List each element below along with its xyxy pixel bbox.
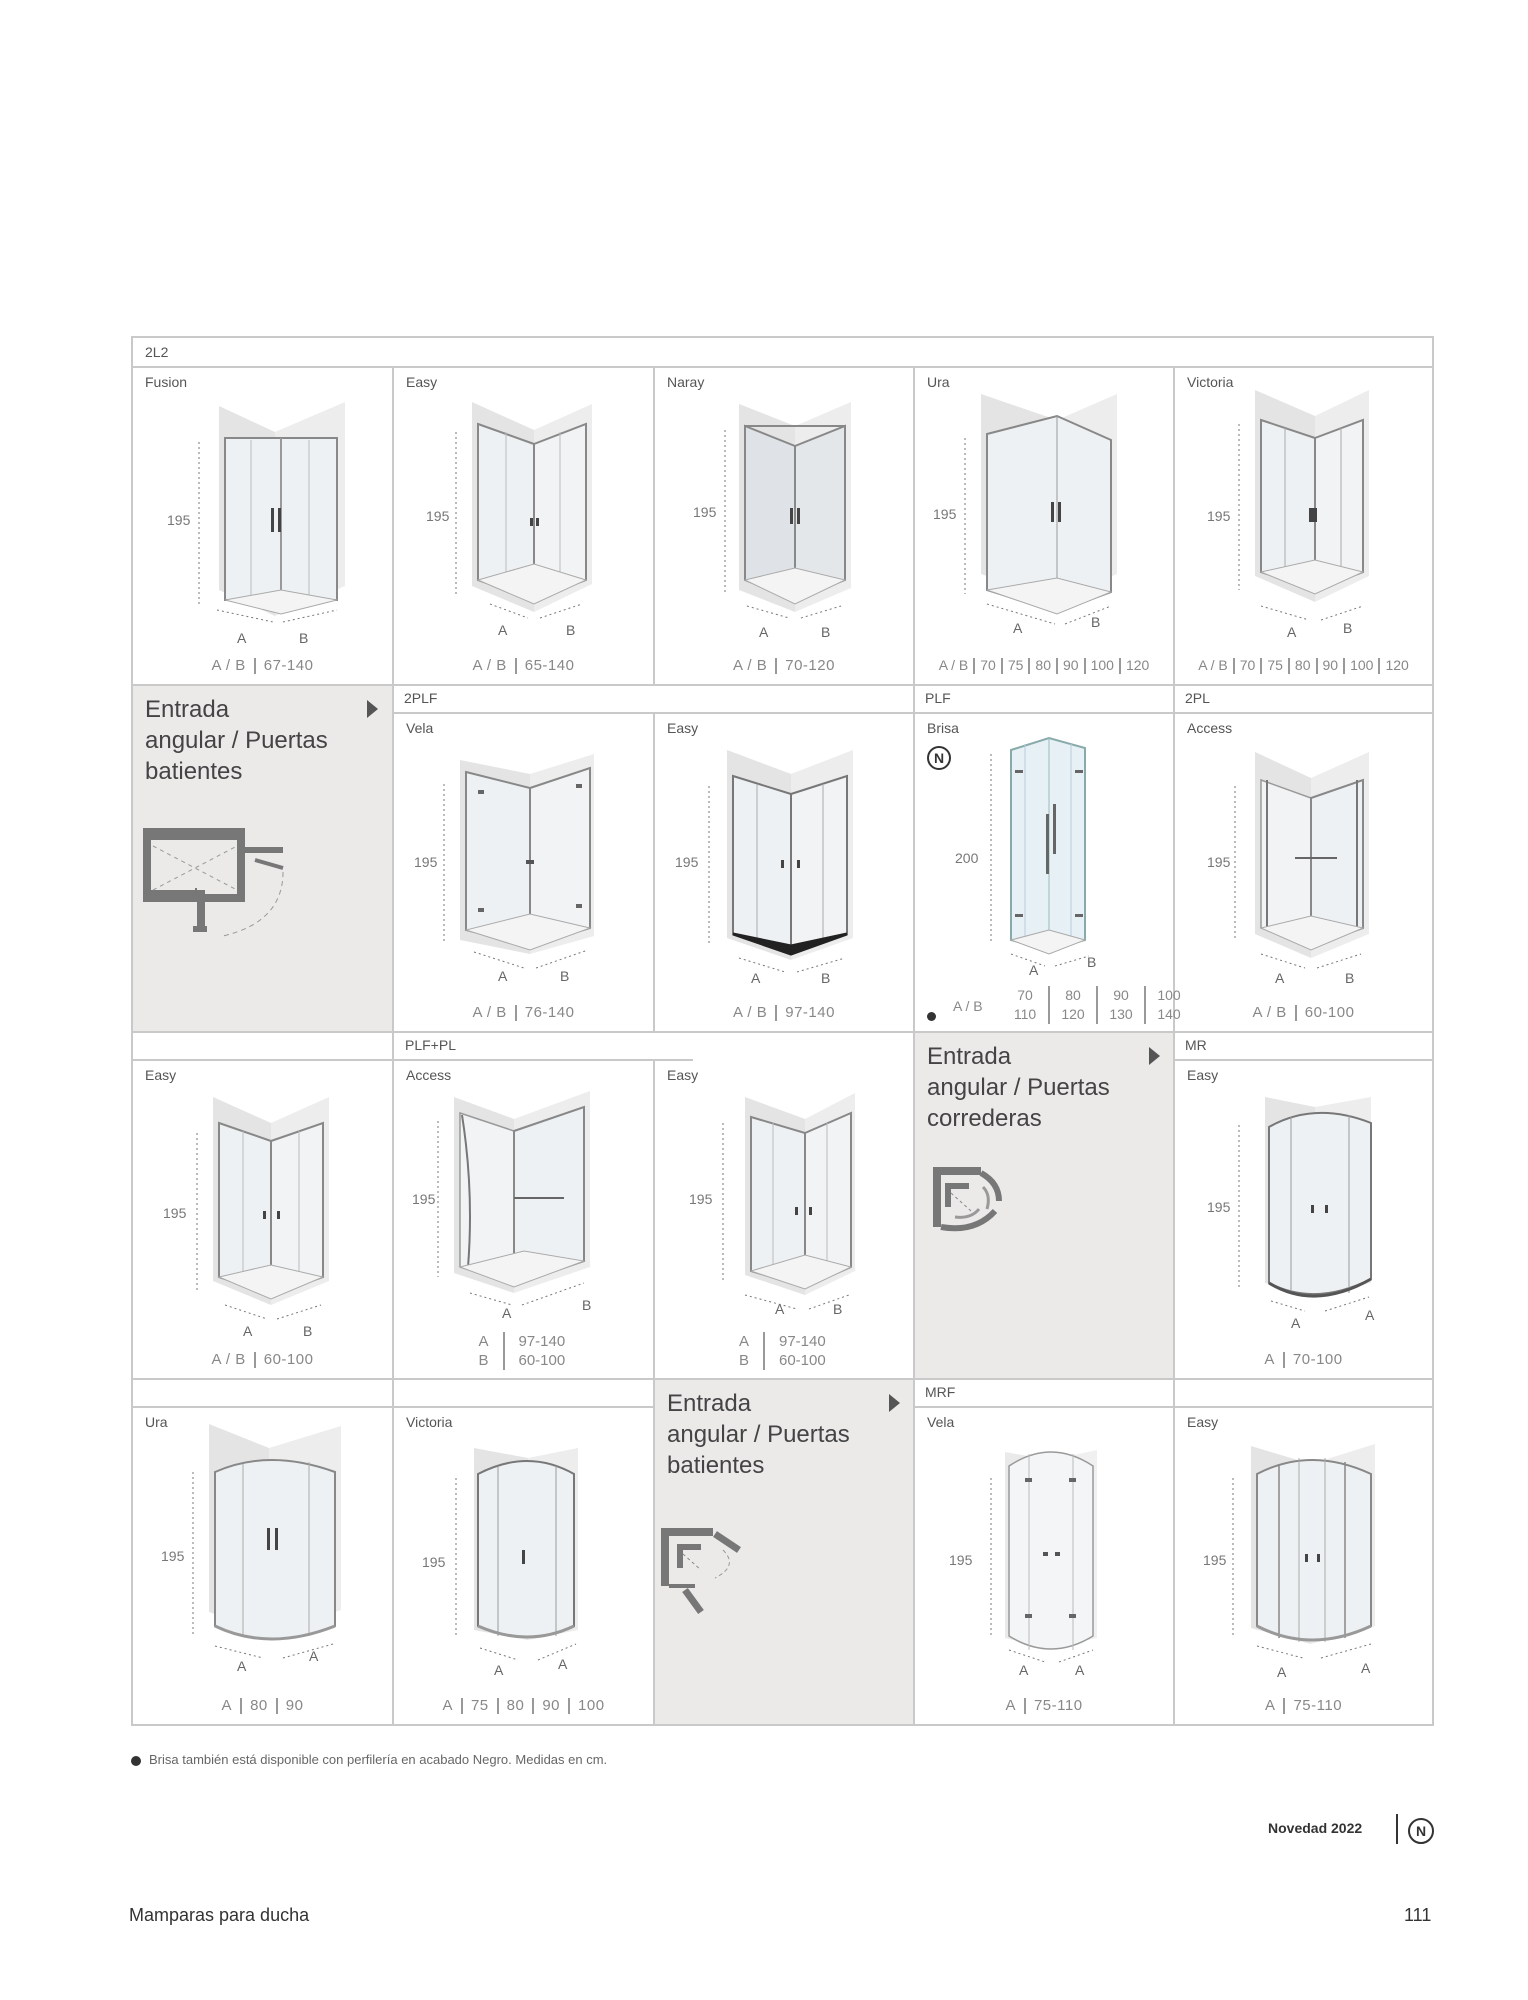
new-badge-icon: N xyxy=(1408,1818,1434,1844)
grid-line xyxy=(133,1031,1432,1033)
shower-enclosure-image xyxy=(1175,1061,1432,1378)
shower-enclosure-image xyxy=(394,1061,653,1378)
size-range: A 75-110 xyxy=(1264,1696,1343,1714)
dimension-a-label: A xyxy=(1361,1660,1371,1676)
product-card-easy xyxy=(1175,1408,1432,1724)
product-card-access xyxy=(394,1061,653,1378)
category-panel-correderas xyxy=(915,1033,1173,1378)
dimension-a-label: A xyxy=(237,1658,247,1674)
height-label: 195 xyxy=(1203,1552,1227,1568)
product-name: Victoria xyxy=(1187,374,1234,390)
height-label: 195 xyxy=(167,512,191,528)
product-name: Easy xyxy=(406,374,438,390)
swing-door-diagram-icon xyxy=(133,686,392,1031)
product-card-vela xyxy=(915,1408,1173,1724)
height-label: 200 xyxy=(955,850,979,866)
dimension-a-label: A xyxy=(1365,1307,1375,1323)
shower-enclosure-image xyxy=(655,368,913,684)
shower-enclosure-image xyxy=(655,1061,913,1378)
product-name: Easy xyxy=(667,1067,699,1083)
size-options-grid: 70 110 80 120 90 130 100 140 xyxy=(1013,987,1181,1022)
shower-enclosure-image xyxy=(1175,714,1432,1031)
product-name: Ura xyxy=(145,1414,168,1430)
dimension-a-label: A xyxy=(237,630,247,646)
dimension-b-label: B xyxy=(1087,954,1097,970)
product-grid xyxy=(131,336,1434,1726)
product-card-access xyxy=(1175,714,1432,1031)
group-label-mr: MR xyxy=(1185,1037,1207,1053)
dimension-b-label: B xyxy=(560,968,570,984)
height-label: 195 xyxy=(163,1205,187,1221)
dimension-a-label: A xyxy=(1287,624,1297,640)
height-label: 195 xyxy=(675,854,699,870)
dimension-b-label: B xyxy=(833,1301,843,1317)
footnote-marker xyxy=(927,1012,936,1021)
dimension-a-label: A xyxy=(1013,620,1023,636)
product-card-ura xyxy=(133,1408,392,1724)
dimension-b-label: B xyxy=(821,970,831,986)
product-name: Vela xyxy=(406,720,434,736)
dimension-b-label: B xyxy=(1343,620,1353,636)
sliding-door-diagram-icon xyxy=(915,1033,1173,1378)
product-card-easy xyxy=(1175,1061,1432,1378)
dimension-b-label: B xyxy=(303,1323,313,1339)
group-label-2pl: 2PL xyxy=(1185,690,1210,706)
size-range: A / B 76-140 xyxy=(472,1003,575,1021)
height-label: 195 xyxy=(426,508,450,524)
height-label: 195 xyxy=(1207,508,1231,524)
dimension-a-label: A xyxy=(1029,962,1039,978)
product-name: Easy xyxy=(1187,1414,1219,1430)
dimension-a-label: A xyxy=(498,622,508,638)
product-name: Fusion xyxy=(145,374,188,390)
swing-door-diagram-icon xyxy=(655,1380,913,1724)
product-card-vela xyxy=(394,714,653,1031)
height-label: 195 xyxy=(949,1552,973,1568)
dimension-b-label: B xyxy=(1345,970,1355,986)
page-number: 111 xyxy=(1404,1905,1432,1925)
footnote: Brisa también está disponible con perfilería en acabado Negro. Medidas en cm. xyxy=(131,1752,607,1767)
shower-enclosure-image xyxy=(915,368,1173,684)
height-label: 195 xyxy=(933,506,957,522)
product-card-naray xyxy=(655,368,913,684)
product-card-fusion xyxy=(133,368,392,684)
dimension-b-label: B xyxy=(582,1297,592,1313)
product-name: Vela xyxy=(927,1414,955,1430)
product-name: Easy xyxy=(145,1067,177,1083)
height-label: 195 xyxy=(1207,854,1231,870)
product-card-easy xyxy=(655,1061,913,1378)
dimension-a-label: A xyxy=(494,1662,504,1678)
height-label: 195 xyxy=(1207,1199,1231,1215)
dimension-label: A / B xyxy=(953,998,983,1014)
dimension-a-label: A xyxy=(1075,1662,1085,1678)
dimension-a-label: A xyxy=(775,1301,785,1317)
novedad-label: Novedad 2022 xyxy=(1268,1820,1363,1836)
category-title: Entrada angular / Puertas batientes xyxy=(667,1390,850,1479)
divider xyxy=(1396,1814,1398,1844)
product-name: Easy xyxy=(1187,1067,1219,1083)
dimension-a-label: A xyxy=(751,970,761,986)
product-name: Brisa xyxy=(927,720,959,736)
height-label: 195 xyxy=(161,1548,185,1564)
size-range: A 70-100 xyxy=(1264,1350,1343,1368)
shower-enclosure-image xyxy=(915,714,1173,1031)
size-range: A / B 67-140 xyxy=(211,656,314,674)
size-ranges: A 97-140 B 60-100 xyxy=(738,1333,826,1369)
dimension-a-label: A xyxy=(498,968,508,984)
product-card-victoria xyxy=(1175,368,1432,684)
product-card-brisa xyxy=(915,714,1181,1031)
group-label-mrf: MRF xyxy=(925,1384,956,1400)
shower-enclosure-image xyxy=(1175,368,1432,684)
size-range: A / B 60-100 xyxy=(211,1350,314,1368)
product-card-easy xyxy=(655,714,913,1031)
dimension-b-label: B xyxy=(299,630,309,646)
category-title: Entrada angular / Puertas batientes xyxy=(145,696,328,785)
dimension-a-label: A xyxy=(309,1648,319,1664)
height-label: 195 xyxy=(412,1191,436,1207)
dimension-a-label: A xyxy=(558,1656,568,1672)
group-label-2l2: 2L2 xyxy=(145,344,169,360)
size-range: A / B 70-120 xyxy=(733,656,835,674)
dimension-a-label: A xyxy=(1277,1664,1287,1680)
dimension-a-label: A xyxy=(243,1323,253,1339)
category-panel-batientes xyxy=(133,686,392,1031)
product-name: Access xyxy=(1187,720,1233,736)
group-label-plf: PLF xyxy=(925,690,951,706)
category-panel-batientes xyxy=(655,1380,913,1724)
size-range: A 75-110 xyxy=(1005,1696,1083,1714)
product-name: Ura xyxy=(927,374,950,390)
dimension-a-label: A xyxy=(502,1305,512,1321)
height-label: 195 xyxy=(414,854,438,870)
size-range: A / B 60-100 xyxy=(1252,1003,1355,1021)
height-label: 195 xyxy=(422,1554,446,1570)
dimension-a-label: A xyxy=(1275,970,1285,986)
size-range: A / B 97-140 xyxy=(733,1003,835,1021)
dimension-a-label: A xyxy=(1291,1315,1301,1331)
size-range: A / B 65-140 xyxy=(472,656,575,674)
product-card-easy xyxy=(133,1061,392,1378)
product-name: Easy xyxy=(667,720,699,736)
dimension-b-label: B xyxy=(1091,614,1101,630)
dimension-b-label: B xyxy=(566,622,576,638)
product-name: Naray xyxy=(667,374,705,390)
shower-enclosure-image xyxy=(394,368,653,684)
size-options: A 80 90 xyxy=(221,1696,304,1714)
dimension-b-label: B xyxy=(821,624,831,640)
height-label: 195 xyxy=(689,1191,713,1207)
dimension-a-label: A xyxy=(1019,1662,1029,1678)
size-options: A / B 70 75 80 90 100 120 xyxy=(1198,656,1409,673)
group-label-plf-pl: PLF+PL xyxy=(405,1037,456,1053)
shower-enclosure-image xyxy=(655,714,913,1031)
dimension-a-label: A xyxy=(759,624,769,640)
shower-enclosure-image xyxy=(394,714,653,1031)
footnote-marker xyxy=(131,1756,141,1766)
shower-enclosure-image xyxy=(133,1408,392,1724)
group-label-2plf: 2PLF xyxy=(404,690,438,706)
product-card-easy xyxy=(394,368,653,684)
footer-section-title: Mamparas para ducha xyxy=(129,1905,310,1925)
product-card-ura xyxy=(915,368,1173,684)
category-title: Entrada angular / Puertas correderas xyxy=(927,1043,1110,1132)
product-name: Access xyxy=(406,1067,452,1083)
size-ranges: A 97-140 B 60-100 xyxy=(478,1333,566,1369)
size-options: A 75 80 90 100 xyxy=(442,1696,605,1714)
size-options: A / B 70 75 80 90 100 120 xyxy=(938,656,1150,673)
height-label: 195 xyxy=(693,504,717,520)
product-name: Victoria xyxy=(406,1414,453,1430)
new-badge-icon: N xyxy=(927,746,951,770)
product-card-victoria xyxy=(394,1408,653,1724)
